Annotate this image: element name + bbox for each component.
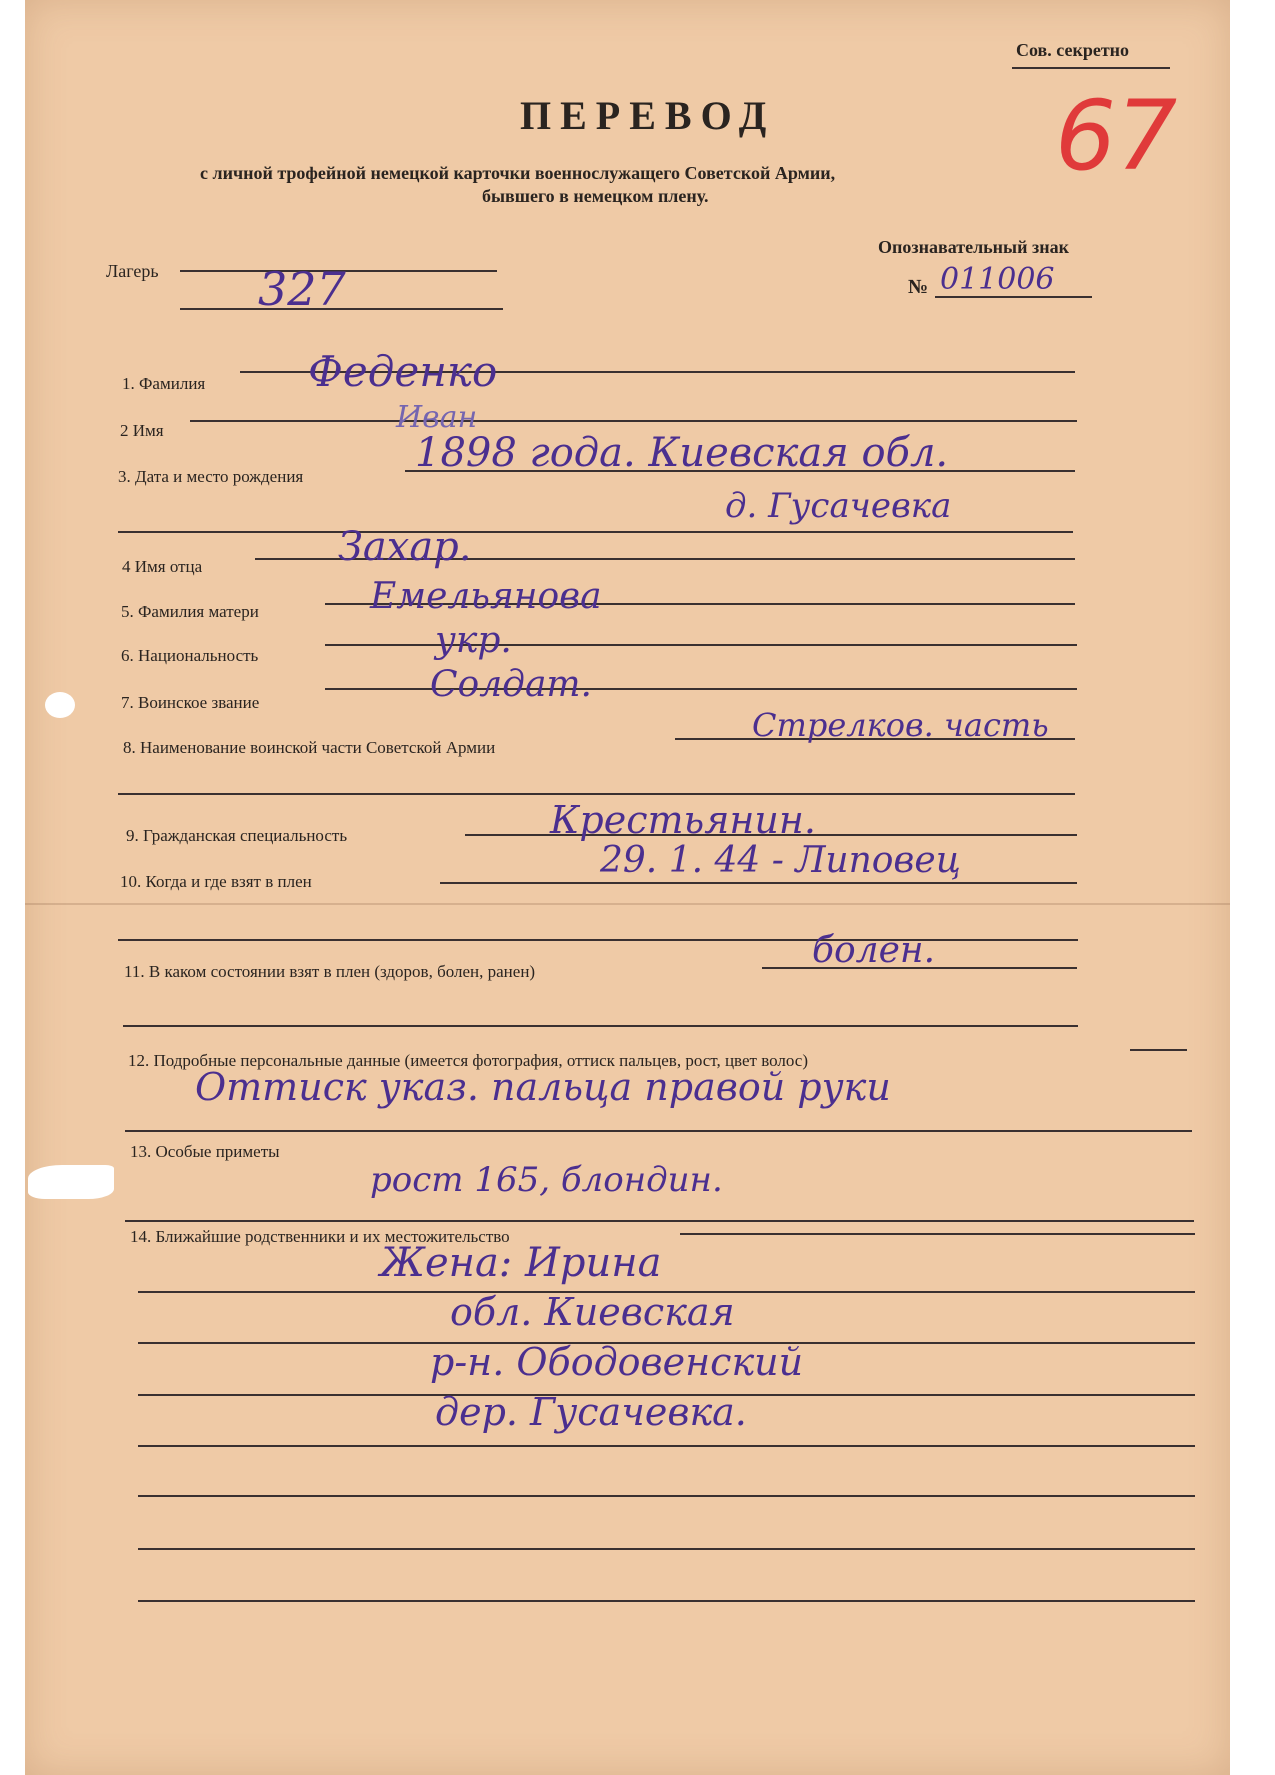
camp-value: 327 <box>258 262 346 316</box>
field-8-label: 8. Наименование воинской части Советской Армии <box>123 738 496 757</box>
field-5-value: Емельянова <box>370 576 602 617</box>
field-13-line <box>125 1220 1194 1222</box>
field-14-line-8 <box>138 1600 1195 1602</box>
field-3-value-1: 1898 года. Киевская обл. <box>415 430 949 476</box>
field-3-line-2 <box>118 531 1073 533</box>
field-9-label: 9. Гражданская специальность <box>126 826 348 845</box>
field-13-value: рост 165, блондин. <box>370 1160 723 1200</box>
page-number: 67 <box>1055 80 1178 192</box>
field-8-value: Стрелков. часть <box>752 706 1049 744</box>
fold-line <box>25 903 1230 905</box>
field-14-value-2: обл. Киевская <box>450 1290 735 1334</box>
id-sign-value: 011006 <box>940 262 1055 297</box>
field-10-value: 29. 1. 44 - Липовец <box>600 840 961 881</box>
secret-stamp: Сов. секретно <box>1016 40 1130 60</box>
field-11-value: болен. <box>812 930 936 971</box>
field-7-value: Солдат. <box>430 664 592 705</box>
camp-label: Лагерь <box>106 261 159 281</box>
field-10-label: 10. Когда и где взят в плен <box>120 872 312 891</box>
field-12-line-2 <box>125 1130 1192 1132</box>
field-14-line-7 <box>138 1548 1195 1550</box>
field-7-label: 7. Воинское звание <box>121 693 260 712</box>
id-sign-no: № <box>908 276 929 298</box>
field-6-value: укр. <box>435 620 512 661</box>
field-12-label: 12. Подробные персональные данные (имеется фотография, оттиск пальцев, рост, цвет волос) <box>128 1051 808 1070</box>
field-9-value: Крестьянин. <box>550 798 816 842</box>
field-10-line <box>440 882 1077 884</box>
field-14-value-3: р-н. Ободовенский <box>430 1340 804 1384</box>
field-4-value: Захар. <box>338 524 472 570</box>
punch-hole <box>45 692 75 718</box>
field-6-label: 6. Национальность <box>121 646 259 665</box>
secret-underline <box>1012 67 1170 69</box>
field-8-line-2 <box>118 793 1075 795</box>
field-13-label: 13. Особые приметы <box>130 1142 280 1161</box>
field-14-value-4: дер. Гусачевка. <box>435 1390 747 1434</box>
field-5-label: 5. Фамилия матери <box>121 602 259 621</box>
field-12-line <box>1130 1049 1187 1051</box>
field-14-line-5 <box>138 1445 1195 1447</box>
field-2-label: 2 Имя <box>120 421 164 440</box>
field-4-label: 4 Имя отца <box>122 557 203 576</box>
field-11-line-2 <box>123 1025 1078 1027</box>
field-1-label: 1. Фамилия <box>122 374 206 393</box>
field-14-line-6 <box>138 1495 1195 1497</box>
document-title: ПЕРЕВОД <box>520 93 776 138</box>
field-2-value: Иван <box>396 400 478 435</box>
subtitle-line-2: бывшего в немецком плену. <box>482 186 709 206</box>
field-12-value: Оттиск указ. пальца правой руки <box>195 1065 891 1109</box>
id-sign-label: Опознавательный знак <box>878 237 1069 257</box>
field-3-label: 3. Дата и место рождения <box>118 467 304 486</box>
field-3-value-2: д. Гусачевка <box>725 486 952 526</box>
torn-edge <box>28 1165 114 1199</box>
field-14-line <box>680 1233 1195 1235</box>
field-1-value: Феденко <box>308 347 498 396</box>
subtitle-line-1: с личной трофейной немецкой карточки военнослужащего Советской Армии, <box>200 163 836 183</box>
field-14-label: 14. Ближайшие родственники и их местожительство <box>130 1227 510 1246</box>
field-2-line <box>190 420 1077 422</box>
field-14-value-1: Жена: Ирина <box>380 1240 662 1286</box>
field-11-label: 11. В каком состоянии взят в плен (здоров, болен, ранен) <box>124 962 536 981</box>
